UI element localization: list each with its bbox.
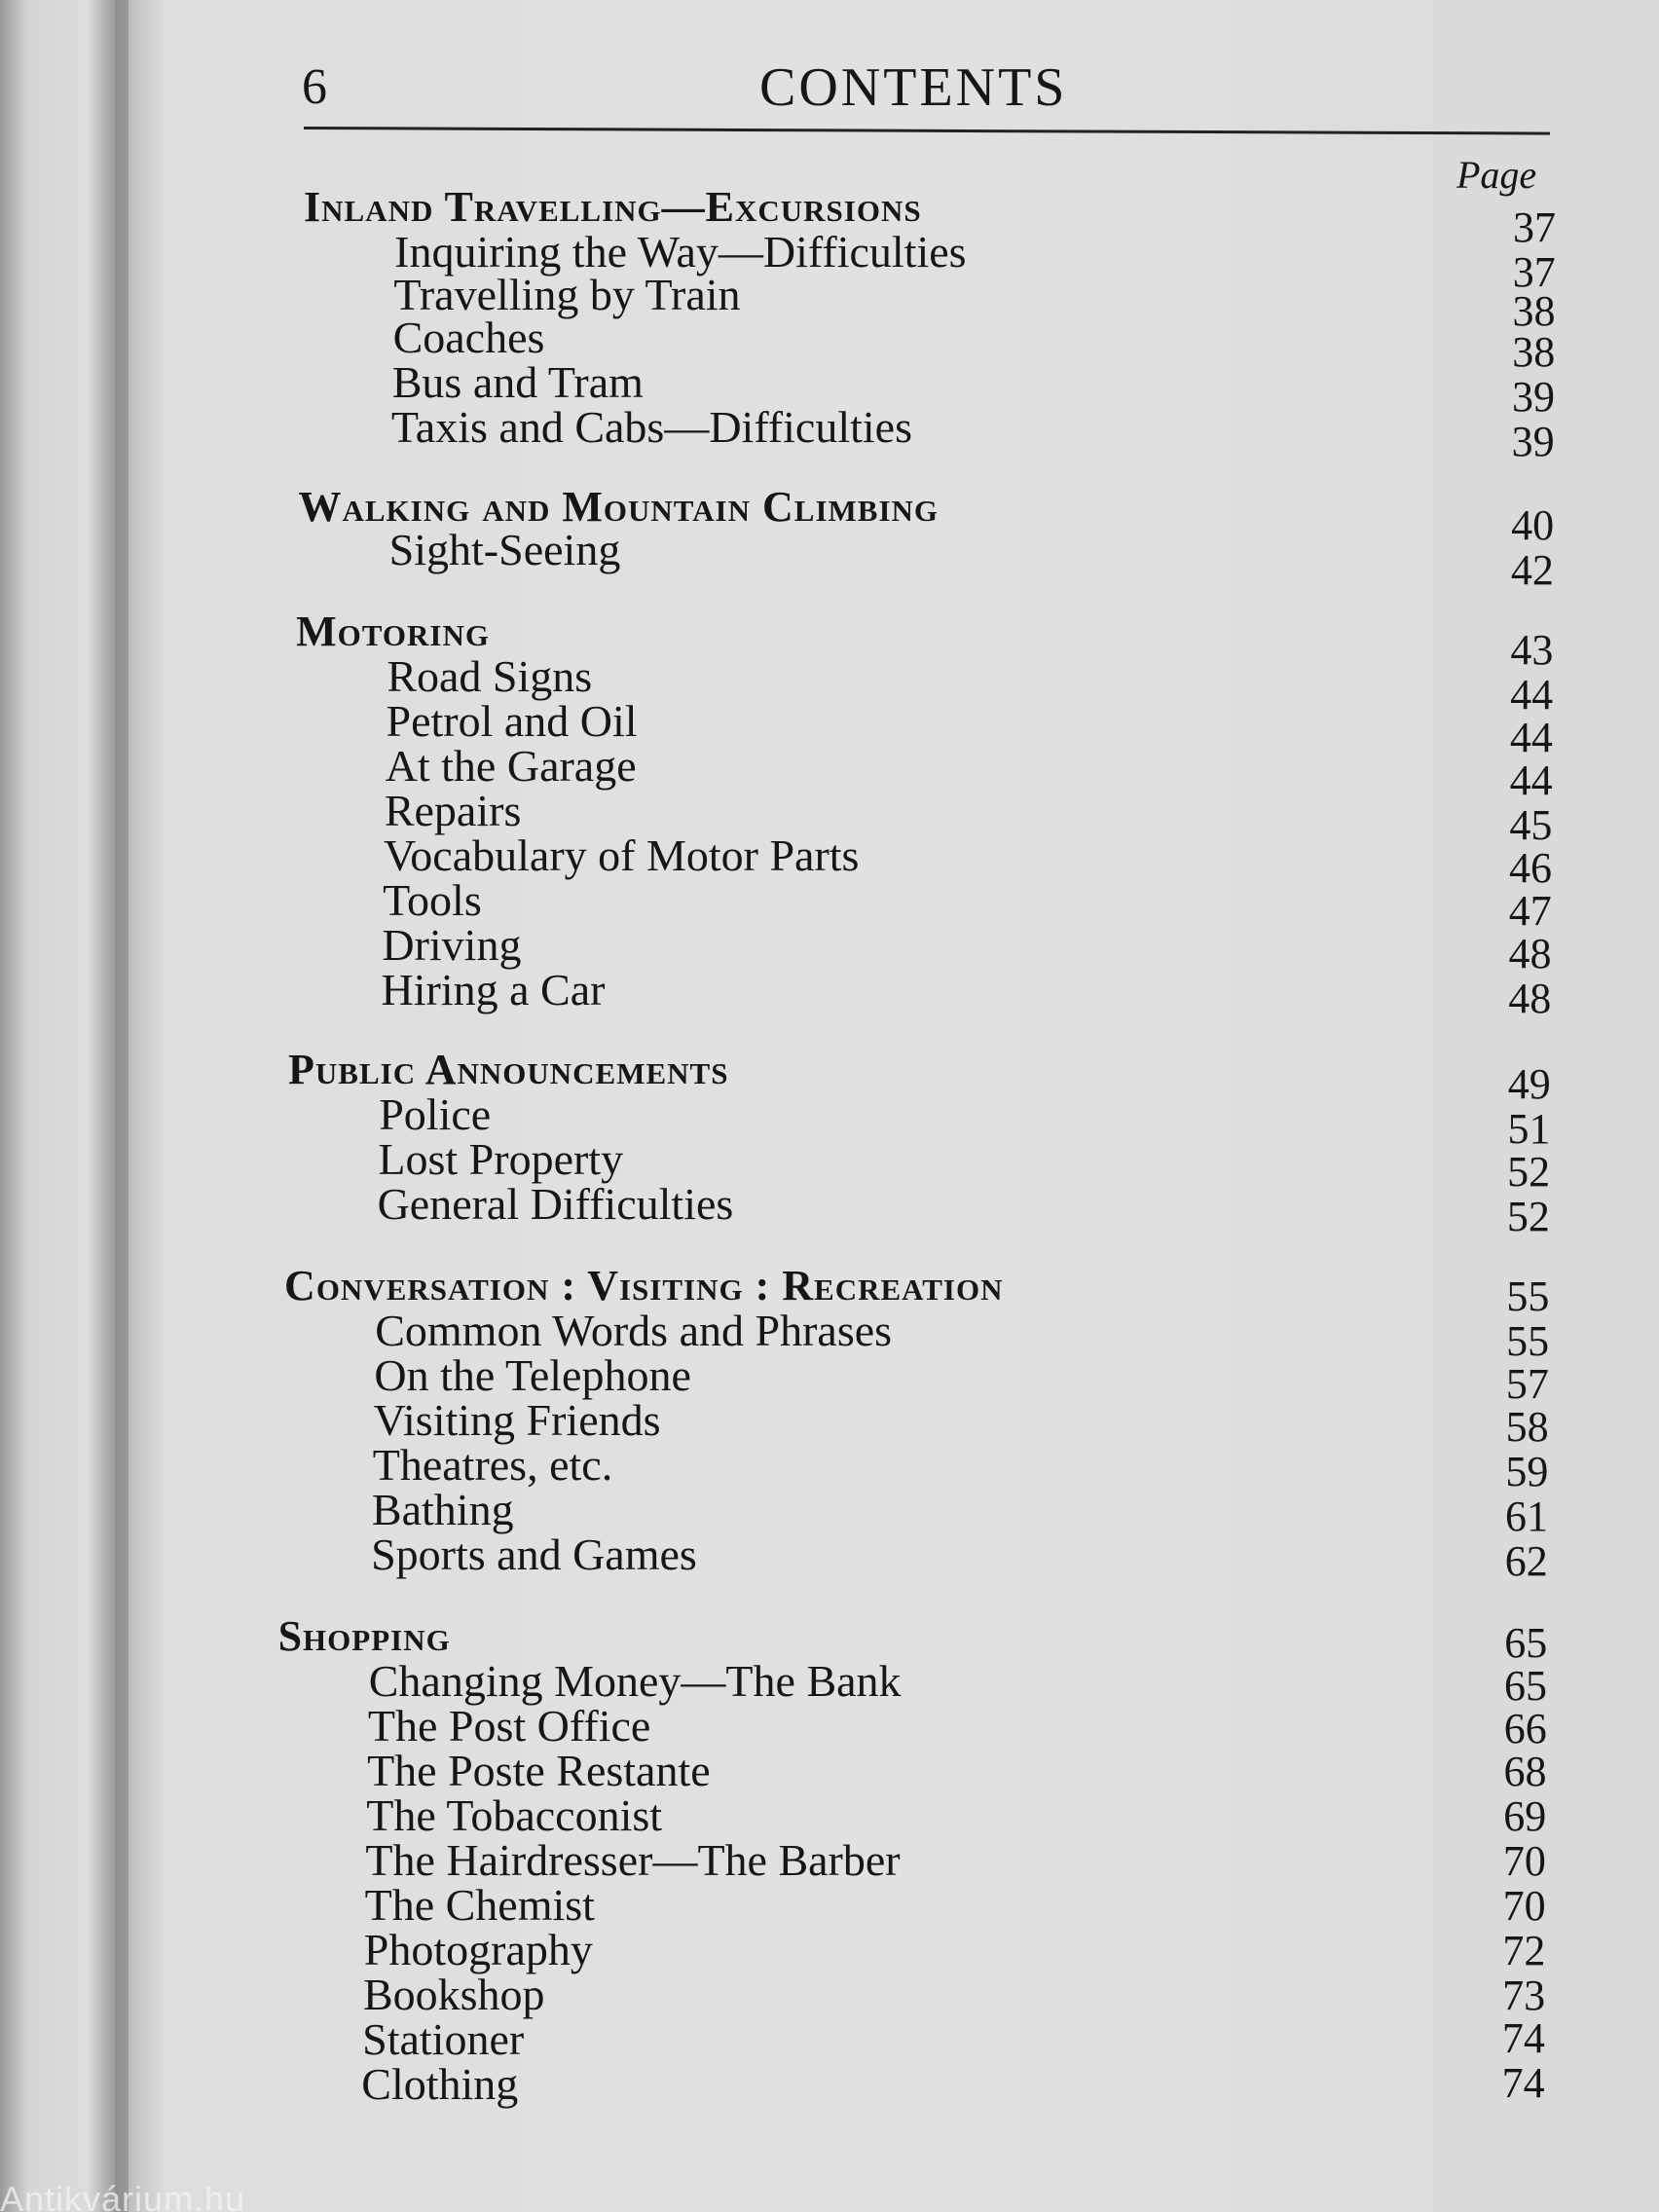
toc-page-number: 44 xyxy=(1510,671,1554,719)
toc-entry: Visiting Friends xyxy=(373,1395,661,1445)
toc-page-number: 44 xyxy=(1509,714,1553,761)
toc-page-number: 65 xyxy=(1504,1662,1547,1710)
toc-entry: Police xyxy=(379,1089,492,1139)
toc-page-number: 48 xyxy=(1508,975,1552,1022)
toc-entry: The Tobacconist xyxy=(366,1790,663,1840)
toc-entry: Petrol and Oil xyxy=(386,696,638,746)
toc-page-number: 57 xyxy=(1505,1360,1549,1408)
toc-page-number: 44 xyxy=(1509,756,1553,804)
toc-entry: Bookshop xyxy=(362,1970,545,2019)
toc-section-heading: Inland Travelling—Excursions xyxy=(304,183,922,231)
toc-page-number: 42 xyxy=(1510,546,1554,594)
page-column-label: Page xyxy=(1456,153,1537,197)
toc-entry: Inquiring the Way—Difficulties xyxy=(394,227,967,276)
toc-entry: Tools xyxy=(383,875,482,925)
toc-page-number: 43 xyxy=(1510,626,1554,674)
toc-entry: Repairs xyxy=(384,786,522,835)
watermark: Antikvárium.hu xyxy=(0,2179,246,2212)
toc-page-number: 45 xyxy=(1509,801,1553,849)
toc-page-number: 70 xyxy=(1502,1837,1546,1885)
toc-page-number: 69 xyxy=(1503,1792,1547,1840)
page-number: 6 xyxy=(302,59,327,115)
toc-page-number: 38 xyxy=(1512,328,1556,376)
toc-page-number: 47 xyxy=(1508,887,1552,935)
toc-page-number: 72 xyxy=(1502,1927,1546,1974)
toc-section-heading: Conversation : Visiting : Recreation xyxy=(284,1262,1004,1309)
toc-entry: Sight-Seeing xyxy=(388,525,621,574)
toc-page-number: 62 xyxy=(1504,1537,1548,1585)
toc-page-number: 46 xyxy=(1509,844,1553,892)
toc-entry: On the Telephone xyxy=(374,1350,691,1400)
toc-page-number: 37 xyxy=(1513,203,1556,251)
toc-page-number: 52 xyxy=(1507,1148,1551,1196)
toc-page-number: 49 xyxy=(1507,1060,1551,1108)
toc-entry: Photography xyxy=(363,1925,593,1974)
toc-page-number: 65 xyxy=(1504,1619,1548,1667)
toc-section-heading: Shopping xyxy=(277,1612,451,1660)
toc-page-number: 39 xyxy=(1511,373,1555,421)
toc-entry: The Chemist xyxy=(364,1880,595,1930)
toc-page-number: 59 xyxy=(1505,1448,1549,1495)
toc-entry: The Poste Restante xyxy=(367,1746,711,1795)
toc-page-number: 74 xyxy=(1501,2059,1545,2107)
toc-page-number: 66 xyxy=(1503,1705,1547,1752)
toc-entry: Bus and Tram xyxy=(391,357,644,407)
toc-page-number: 70 xyxy=(1502,1882,1546,1930)
toc-page-number: 73 xyxy=(1502,1972,1546,2019)
toc-page-number: 39 xyxy=(1511,418,1555,465)
toc-page-number: 58 xyxy=(1505,1403,1549,1451)
toc-page-number: 55 xyxy=(1506,1317,1550,1365)
toc-entry: Common Words and Phrases xyxy=(375,1306,893,1355)
toc-entry: Hiring a Car xyxy=(381,965,606,1014)
toc-entry: Lost Property xyxy=(378,1134,624,1184)
toc-section-heading: Walking and Mountain Climbing xyxy=(298,483,940,531)
toc-page-number: 55 xyxy=(1506,1272,1550,1320)
toc-entry: The Post Office xyxy=(367,1701,651,1751)
toc-entry: Vocabulary of Motor Parts xyxy=(384,830,860,880)
toc-entry: Travelling by Train xyxy=(393,270,741,319)
toc-page-number: 38 xyxy=(1512,287,1556,335)
toc-entry: Changing Money—The Bank xyxy=(368,1656,902,1706)
toc-entry: Bathing xyxy=(371,1485,514,1534)
toc-section-heading: Motoring xyxy=(296,608,490,655)
toc-entry: General Difficulties xyxy=(377,1179,734,1229)
toc-entry: Road Signs xyxy=(387,651,593,701)
toc-page-number: 48 xyxy=(1508,930,1552,977)
page-title: CONTENTS xyxy=(759,57,1068,118)
toc-entry: Coaches xyxy=(392,313,545,362)
toc-page-number: 37 xyxy=(1512,248,1556,296)
toc-entry: Theatres, etc. xyxy=(372,1440,613,1490)
toc-entry: At the Garage xyxy=(385,741,637,791)
toc-page-number: 61 xyxy=(1505,1493,1549,1540)
toc-section-heading: Public Announcements xyxy=(288,1046,729,1093)
toc-entry: The Hairdresser—The Barber xyxy=(365,1835,901,1885)
toc-page-number: 74 xyxy=(1501,2014,1545,2062)
toc-page-number: 68 xyxy=(1503,1748,1547,1795)
toc-page-number: 52 xyxy=(1506,1193,1550,1240)
toc-entry: Sports and Games xyxy=(371,1530,697,1579)
toc-entry: Clothing xyxy=(361,2059,519,2109)
toc-entry: Driving xyxy=(382,920,522,970)
toc-entry: Taxis and Cabs—Difficulties xyxy=(390,402,912,452)
toc-entry: Stationer xyxy=(362,2014,525,2064)
toc-page-number: 40 xyxy=(1511,501,1555,549)
toc-page-number: 51 xyxy=(1507,1105,1551,1153)
